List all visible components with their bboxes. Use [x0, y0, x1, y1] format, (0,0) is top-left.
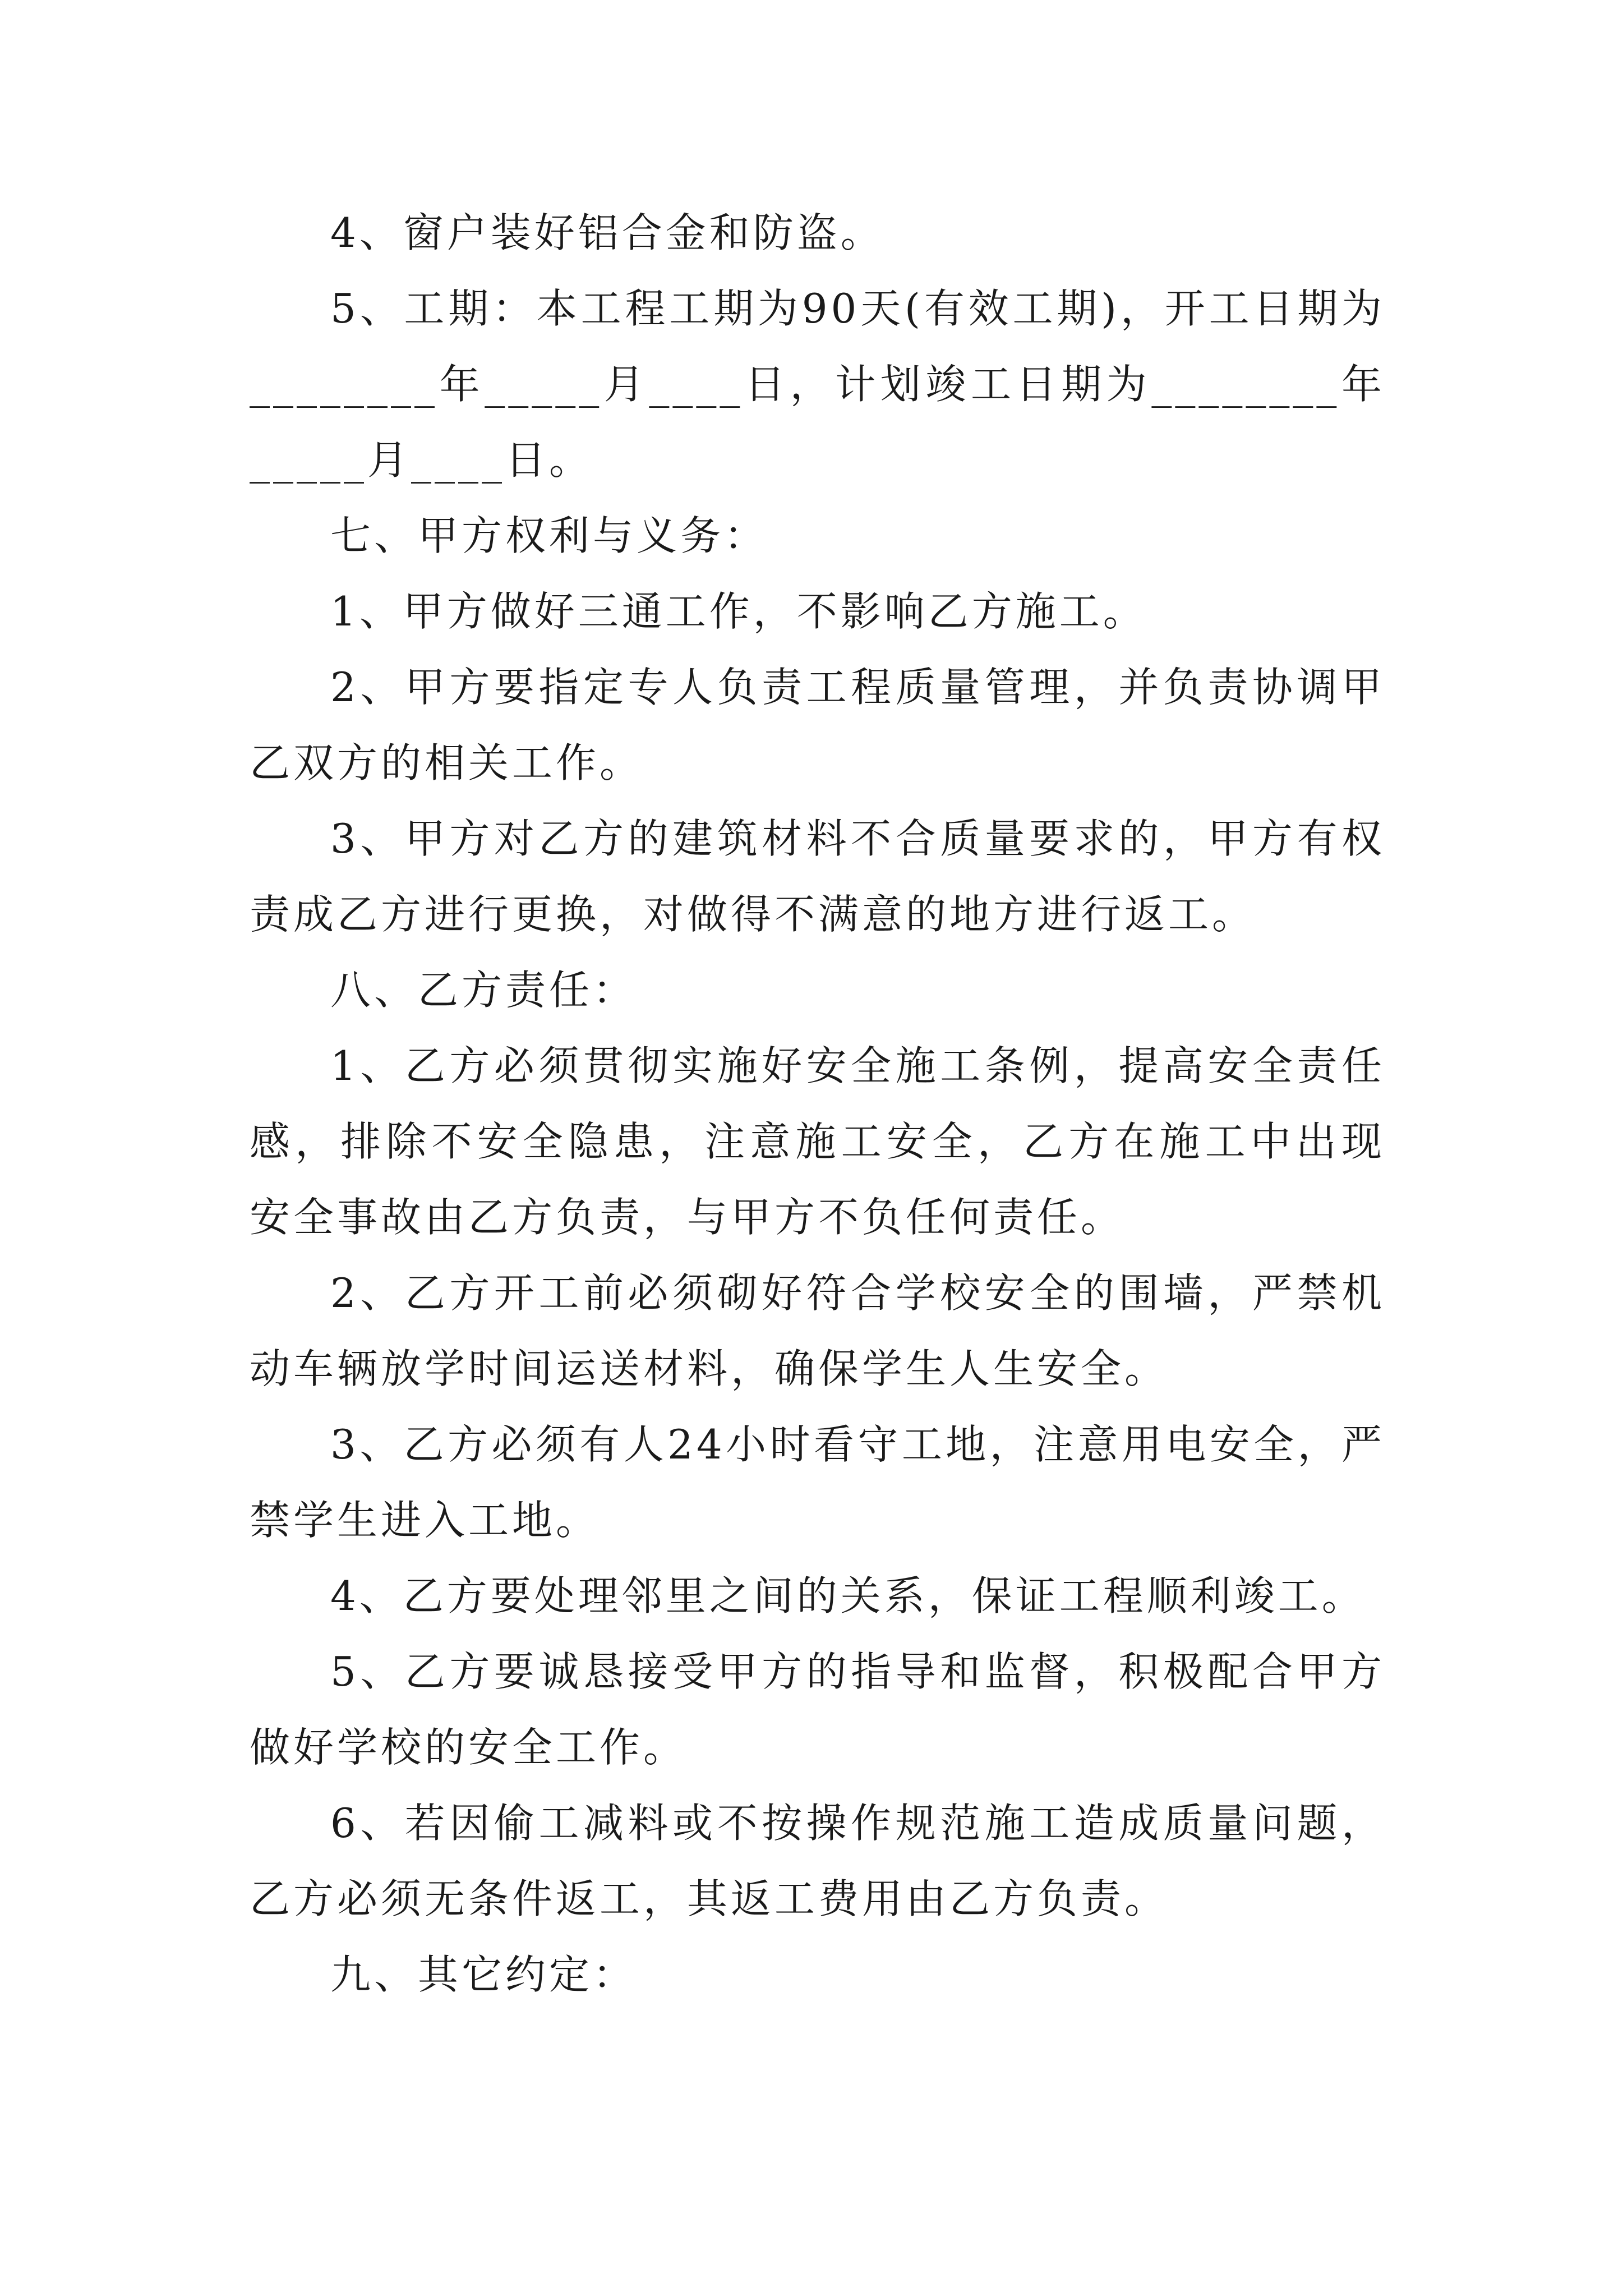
paragraph-party-b-4: 4、乙方要处理邻里之间的关系，保证工程顺利竣工。 — [330, 1572, 1366, 1619]
paragraph-party-b-3: 3、乙方必须有人24小时看守工地，注意用电安全，严禁学生进入工地。 — [250, 1421, 1385, 1544]
document-body — [250, 195, 1385, 2013]
paragraph-party-a-3: 3、甲方对乙方的建筑材料不合质量要求的，甲方有权责成乙方进行更换，对做得不满意的地方进行返工。 — [250, 815, 1385, 938]
paragraph-party-b-1: 1、乙方必须贯彻实施好安全施工条例，提高安全责任感，排除不安全隐患，注意施工安全，乙方在施工中出现安全事故由乙方负责，与甲方不负任何责任。 — [250, 1042, 1385, 1241]
paragraph-party-a-2: 2、甲方要指定专人负责工程质量管理，并负责协调甲乙双方的相关工作。 — [250, 664, 1385, 786]
paragraph-party-b-2: 2、乙方开工前必须砌好符合学校安全的围墙，严禁机动车辆放学时间运送材料，确保学生人生安全。 — [250, 1269, 1385, 1392]
section-heading-party-b-responsibility: 八、乙方责任： — [330, 967, 637, 1014]
paragraph-item-5-schedule: 5、工期：本工程工期为90天(有效工期)，开工日期为________年_____月____日，计划竣工日期为________年_____月____日。 — [250, 285, 1385, 484]
paragraph-party-b-5: 5、乙方要诚恳接受甲方的指导和监督，积极配合甲方做好学校的安全工作。 — [250, 1648, 1385, 1771]
section-heading-party-a-rights: 七、甲方权利与义务： — [330, 512, 768, 559]
section-heading-other-agreements: 九、其它约定： — [330, 1951, 637, 1998]
paragraph-item-4-windows: 4、窗户装好铝合金和防盗。 — [330, 209, 884, 256]
paragraph-party-a-1: 1、甲方做好三通工作，不影响乙方施工。 — [330, 588, 1147, 635]
paragraph-party-b-6: 6、若因偷工减料或不按操作规范施工造成质量问题，乙方必须无条件返工，其返工费用由乙方负责。 — [250, 1800, 1385, 1922]
